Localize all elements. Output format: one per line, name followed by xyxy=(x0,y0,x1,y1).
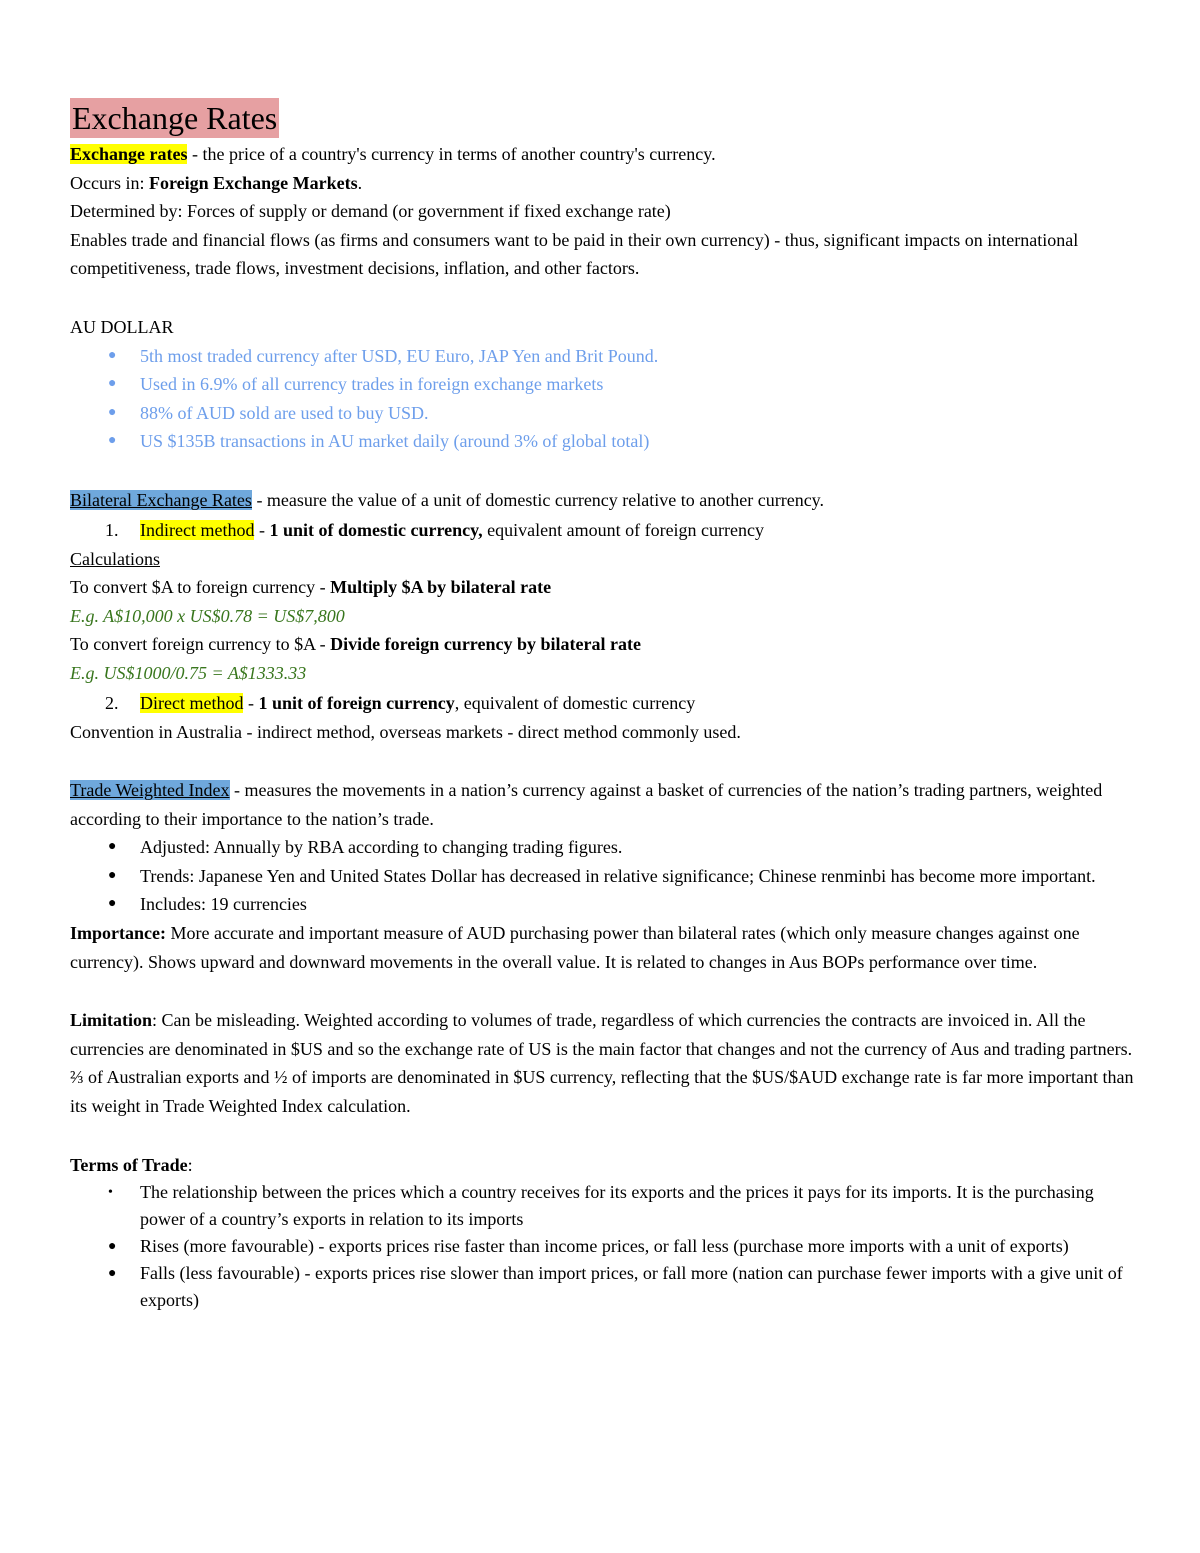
exchange-rates-term: Exchange rates xyxy=(70,144,188,164)
bullet-icon: ● xyxy=(108,376,117,392)
list-item: ● Falls (less favourable) - exports prices rise slower than import prices, or fall more (nation can purchase fewer imports with a give unit of exports) xyxy=(70,1260,1135,1314)
limitation-paragraph: Limitation: Can be misleading. Weighted according to volumes of trade, regardless of which currencies the contracts are invoiced in. All the currencies are denominated in $US and so the exchange rate of US is the main factor that changes and not the currency of Aus and trading partners. ⅔ of Australian exports and ½ of imports are denominated in $US currency, reflecting that the $US/$AUD exchange rate is far more important than its weight in Trade Weighted Index calculation. xyxy=(70,1010,1134,1117)
bullet-icon: ● xyxy=(108,1266,117,1282)
bilateral-definition: Bilateral Exchange Rates - measure the value of a unit of domestic currency relative to another currency. xyxy=(70,489,825,510)
exchange-rates-definition: Exchange rates - the price of a country's currency in terms of another country's currency. xyxy=(70,144,716,164)
bilateral-link[interactable]: Bilateral Exchange Rates xyxy=(70,489,252,510)
list-item: ● Trends: Japanese Yen and United States Dollar has decreased in relative significance; Chinese renminbi has become more important. xyxy=(70,862,1135,891)
au-dollar-heading: AU DOLLAR xyxy=(70,316,174,337)
calculations-heading: Calculations xyxy=(70,548,160,569)
twi-list xyxy=(70,833,1135,919)
enables-paragraph: Enables trade and financial flows (as firms and consumers want to be paid in their own currency) - thus, significant impacts on international competitiveness, trade flows, investment decisions, inflation, and other factors. xyxy=(70,229,1079,279)
bullet-icon: ● xyxy=(108,1239,117,1255)
bullet-icon: ● xyxy=(108,839,117,855)
convert-to-foreign: To convert $A to foreign currency - Multiply $A by bilateral rate xyxy=(70,577,552,598)
au-dollar-list xyxy=(70,342,1135,456)
bullet-icon: ● xyxy=(108,433,117,449)
bullet-icon: ● xyxy=(108,347,117,363)
list-item: ● 88% of AUD sold are used to buy USD. xyxy=(70,399,1135,428)
twi-link[interactable]: Trade Weighted Index xyxy=(70,780,230,801)
example-1: E.g. A$10,000 x US$0.78 = US$7,800 xyxy=(70,605,345,626)
list-item: ● Used in 6.9% of all currency trades in foreign exchange markets xyxy=(70,370,1135,399)
list-item: ● Includes: 19 currencies xyxy=(70,890,1135,919)
bullet-icon: • xyxy=(108,1185,113,1201)
twi-definition: Trade Weighted Index - measures the movements in a nation’s currency against a basket of currencies of the nation’s trading partners, weighted according to their importance to the nation’s trade. xyxy=(70,780,1103,829)
example-2: E.g. US$1000/0.75 = A$1333.33 xyxy=(70,662,307,683)
list-item: ● US $135B transactions in AU market daily (around 3% of global total) xyxy=(70,427,1135,456)
bullet-icon: ● xyxy=(108,867,117,883)
occurs-in-line: Occurs in: Foreign Exchange Markets. xyxy=(70,172,363,193)
direct-method-item: 2. Direct method - 1 unit of foreign currency, equivalent of domestic currency xyxy=(105,692,696,713)
bullet-icon: ● xyxy=(108,896,117,912)
indirect-method-item: 1. Indirect method - 1 unit of domestic currency, equivalent amount of foreign currency xyxy=(105,519,765,540)
list-item: ● 5th most traded currency after USD, EU Euro, JAP Yen and Brit Pound. xyxy=(70,342,1135,371)
convention-line: Convention in Australia - indirect method, overseas markets - direct method commonly used. xyxy=(70,721,741,742)
list-item: ● Rises (more favourable) - exports prices rise faster than income prices, or fall less (purchase more imports with a unit of exports) xyxy=(70,1233,1135,1260)
determined-by-line: Determined by: Forces of supply or demand (or government if fixed exchange rate) xyxy=(70,201,671,222)
convert-to-aud: To convert foreign currency to $A - Divide foreign currency by bilateral rate xyxy=(70,634,641,655)
page-title: Exchange Rates xyxy=(72,100,278,136)
importance-paragraph: Importance: More accurate and important measure of AUD purchasing power than bilateral rates (which only measure changes against one currency). Shows upward and downward movements in the overall value. It is related to changes in Aus BOPs performance over time. xyxy=(70,923,1080,972)
bullet-icon: ● xyxy=(108,404,117,420)
terms-of-trade-heading: Terms of Trade: xyxy=(70,1154,193,1175)
list-item: ● Adjusted: Annually by RBA according to changing trading figures. xyxy=(70,833,1135,862)
terms-of-trade-list xyxy=(70,1179,1135,1314)
document-content xyxy=(70,98,1135,1314)
list-item: • The relationship between the prices which a country receives for its exports and the prices it pays for its imports. It is the purchasing power of a country’s exports in relation to its imports xyxy=(70,1179,1135,1233)
